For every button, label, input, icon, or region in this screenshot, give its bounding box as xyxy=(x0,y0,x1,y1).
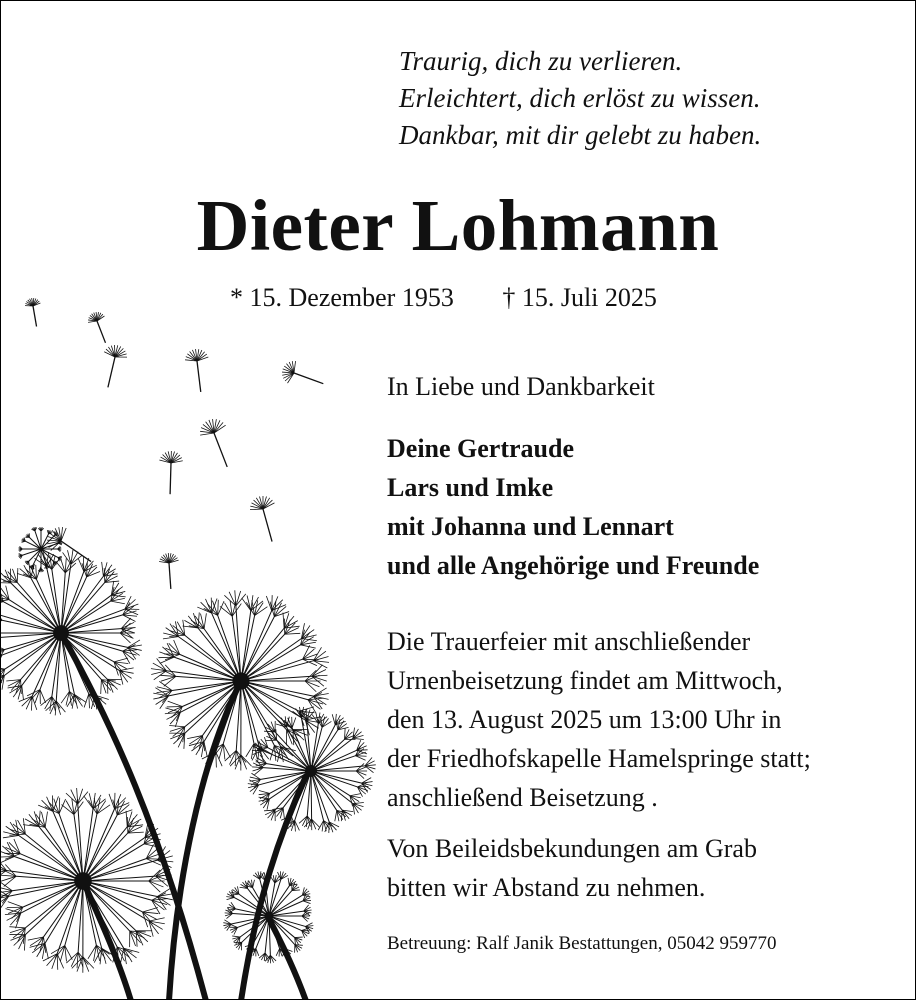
dandelion-head xyxy=(1,550,142,715)
dandelion-head xyxy=(223,871,313,963)
mourner-line: Deine Gertraude xyxy=(387,434,575,463)
flying-seed xyxy=(159,451,182,494)
deceased-name: Dieter Lohmann xyxy=(196,185,720,266)
dandelion-stem xyxy=(169,681,241,1000)
ceremony-line: den 13. August 2025 um 13:00 Uhr in xyxy=(387,705,782,734)
dandelion-stem xyxy=(269,919,306,1000)
mourner-line: mit Johanna und Lennart xyxy=(387,512,674,541)
birth-date: * 15. Dezember 1953 xyxy=(230,283,454,312)
motto-verse xyxy=(399,43,761,154)
flying-seed xyxy=(88,312,105,343)
motto-line: Dankbar, mit dir gelebt zu haben. xyxy=(399,120,762,150)
mourner-line: und alle Angehörige und Freunde xyxy=(387,551,760,580)
dandelion-head xyxy=(1,788,173,973)
flying-seed xyxy=(25,298,40,326)
ceremony-line: der Friedhofskapelle Hamelspringe statt; xyxy=(387,744,811,773)
mourners-list xyxy=(387,429,759,585)
dandelion-stem xyxy=(61,633,206,1000)
flying-seed xyxy=(200,419,227,467)
dandelion-head xyxy=(18,527,62,572)
ceremony-info xyxy=(387,622,811,817)
dandelion-stem xyxy=(83,881,131,1000)
flying-seed xyxy=(250,496,274,542)
dandelion-head xyxy=(248,707,376,833)
dandelion-head xyxy=(151,590,329,770)
dandelion-stem xyxy=(241,776,306,1000)
death-date: † 15. Juli 2025 xyxy=(502,283,657,312)
flying-seed xyxy=(159,553,178,589)
ceremony-line: Urnenbeisetzung findet am Mittwoch, xyxy=(387,666,783,695)
flying-seed xyxy=(104,345,127,387)
flying-seed xyxy=(47,527,91,561)
life-dates xyxy=(230,283,657,313)
motto-line: Erleichtert, dich erlöst zu wissen. xyxy=(399,83,761,113)
ceremony-line: Die Trauerfeier mit anschließender xyxy=(387,627,751,656)
flying-seed xyxy=(282,361,323,384)
funeral-home-credit: Betreuung: Ralf Janik Bestattungen, 05042 959770 xyxy=(387,933,777,954)
ceremony-line: anschließend Beisetzung . xyxy=(387,783,658,812)
condolence-note xyxy=(387,829,757,907)
mourner-line: Lars und Imke xyxy=(387,473,554,502)
flying-seed xyxy=(185,349,208,392)
motto-line: Traurig, dich zu verlieren. xyxy=(399,46,683,76)
note-line: bitten wir Abstand zu nehmen. xyxy=(387,873,706,902)
intro-line: In Liebe und Dankbarkeit xyxy=(387,372,655,401)
note-line: Von Beileidsbekundungen am Grab xyxy=(387,834,757,863)
